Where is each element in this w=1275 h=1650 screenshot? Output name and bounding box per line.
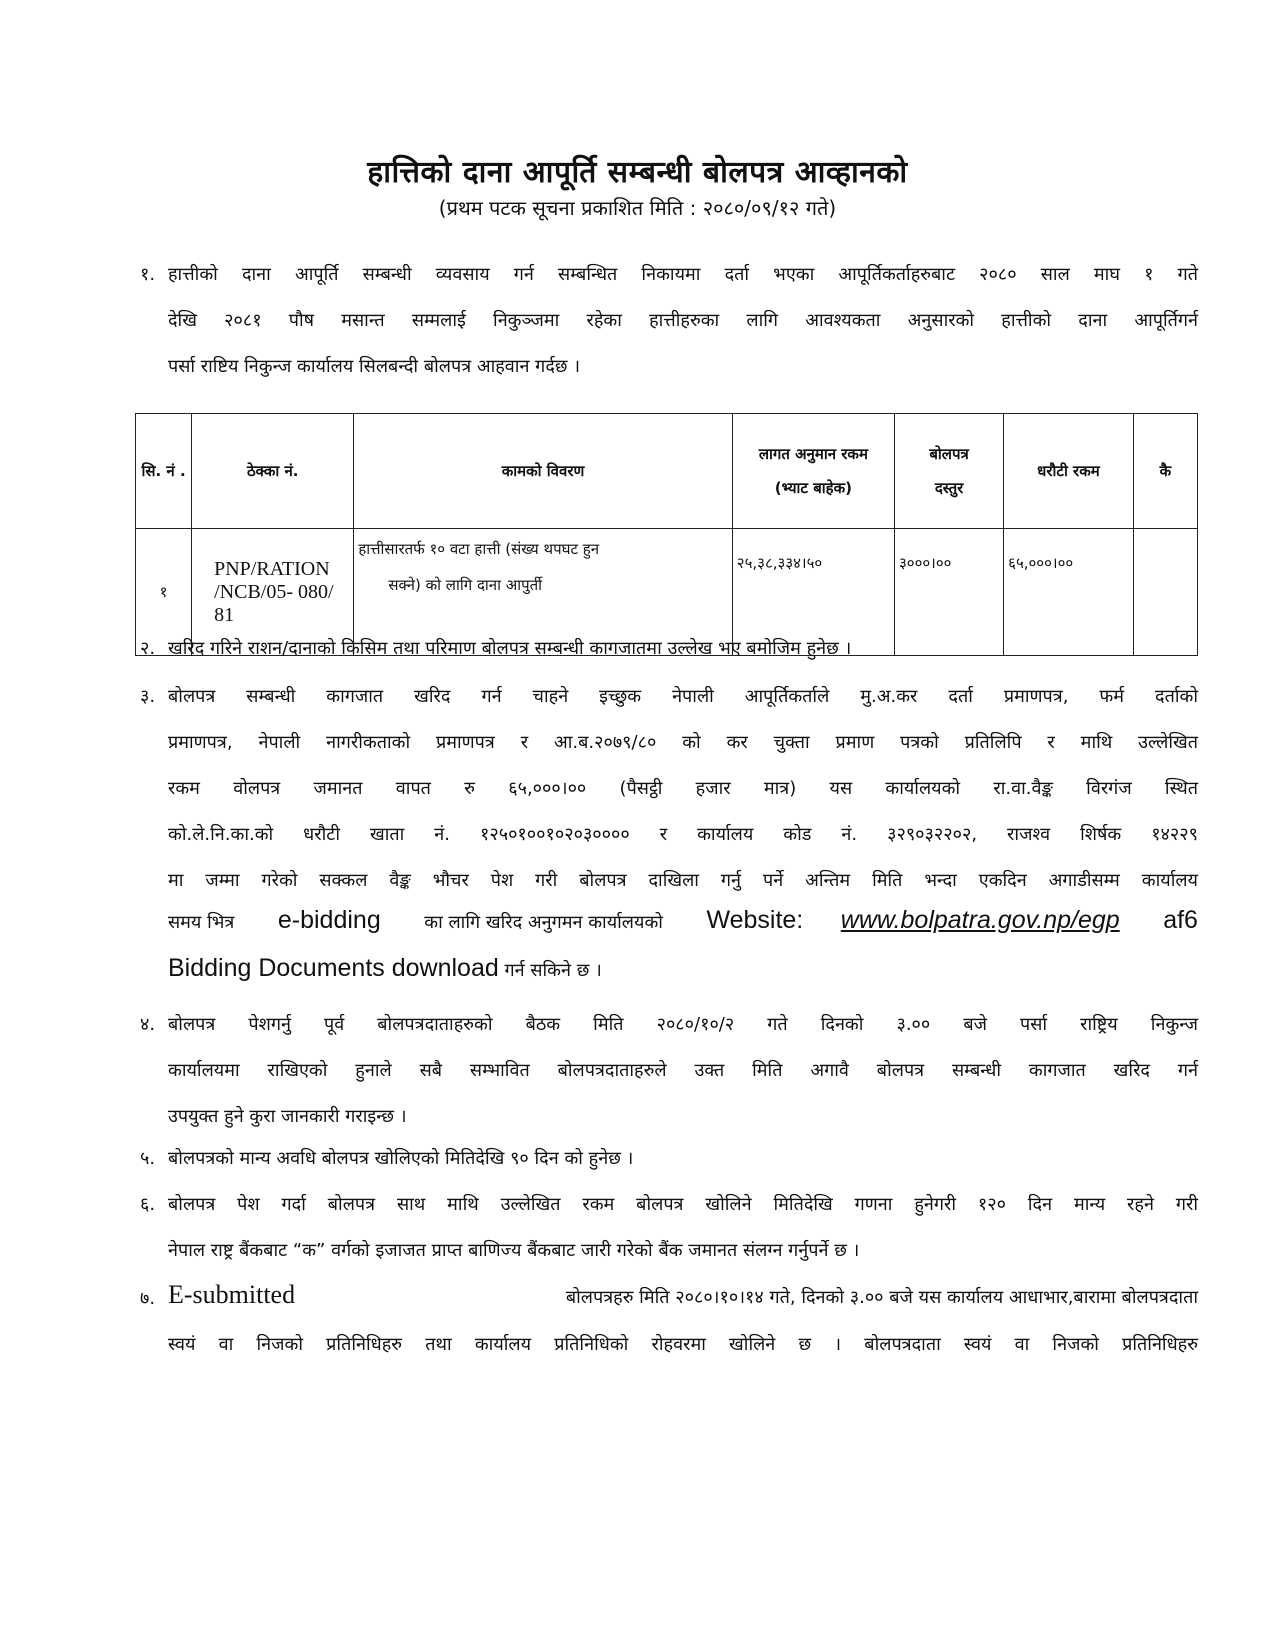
paragraph-line: बोलपत्रको मान्य अवधि बोलपत्र खोलिएको मितिदेखि ९० दिन को हुनेछ ।	[168, 1148, 634, 1169]
paragraph-line	[168, 1280, 1198, 1310]
header-description: कामको विवरण	[354, 414, 732, 529]
paragraph-6	[140, 1192, 1200, 1268]
header-cost-line2: (भ्याट बाहेक)	[774, 479, 853, 497]
paragraph-3	[140, 684, 1200, 994]
cell-cost: २५,३८,३३४।५०	[732, 529, 894, 656]
page-title: हात्तिको दाना आपूर्ति सम्बन्धी बोलपत्र आव्हानको	[367, 155, 908, 190]
paragraph-number: ५.	[140, 1148, 156, 1169]
description-line1: हात्तीसारतर्फ १० वटा हात्ती (संख्य थपघट हुन	[358, 540, 600, 558]
ebidding-label: e-bidding	[277, 906, 381, 934]
header-fee-line1: बोलपत्र	[929, 445, 969, 463]
paragraph-line-website	[168, 906, 1198, 935]
paragraph-line: पर्सा राष्टिय निकुन्ज कार्यालय सिलबन्दी बोलपत्र आहवान गर्दछ ।	[168, 356, 581, 377]
text-segment: af6	[1163, 906, 1198, 934]
egp-website-link[interactable]: www.bolpatra.gov.np/egp	[840, 906, 1120, 934]
contract-number: PNP/RATION /NCB/05- 080/ 81	[214, 557, 334, 626]
header-bid-fee	[894, 414, 1003, 529]
paragraph-line: प्रमाणपत्र, नेपाली नागरीकताको प्रमाणपत्र र आ.ब.२०७९/८० को कर चुक्ता प्रमाण पत्रको प्रतिलिपि र माथि उल्लेखित	[168, 732, 1198, 753]
header-remarks: कै	[1133, 414, 1197, 529]
paragraph-number: २.	[140, 638, 156, 659]
header-fee-line2: दस्तुर	[934, 479, 964, 497]
header-deposit: धरौटी रकम	[1004, 414, 1134, 529]
header-cost-estimate	[732, 414, 894, 529]
paragraph-line: स्वयं वा निजको प्रतिनिधिहरु तथा कार्यालय प्रतिनिधिको रोहवरमा खोलिने छ । बोलपत्रदाता स्वयं वा निजको प्रतिनिधिहरु	[168, 1334, 1198, 1355]
paragraph-line	[168, 954, 602, 983]
paragraph-4	[140, 1012, 1200, 1132]
paragraph-line: उपयुक्त हुने कुरा जानकारी गराइन्छ ।	[168, 1106, 407, 1127]
tender-table	[135, 413, 1198, 656]
paragraph-number: १.	[140, 264, 156, 285]
publication-date-subtitle: (प्रथम पटक सूचना प्रकाशित मिति : २०८०/०९/१२ गते)	[438, 196, 837, 220]
paragraph-2	[140, 636, 1200, 666]
header-contract-no: ठेक्का नं.	[192, 414, 354, 529]
cell-fee: ३०००।००	[894, 529, 1003, 656]
text-segment: गर्न सकिने छ ।	[504, 960, 602, 981]
paragraph-line: को.ले.नि.का.को धरौटी खाता नं. १२५०१००१०२०३०००० र कार्यालय कोड नं. ३२९०३२२०२, राजश्व शिर्षक १४२२९	[168, 824, 1198, 845]
website-label: Website:	[706, 906, 804, 934]
text-segment: का लागि खरिद अनुगमन कार्यालयको	[424, 912, 663, 933]
cell-sn: १	[136, 529, 192, 656]
bidding-documents-label: Bidding Documents download	[168, 954, 499, 982]
table-header-row	[136, 414, 1198, 529]
paragraph-line: रकम वोलपत्र जमानत वापत रु ६५,०००।०० (पैसट्ठी हजार मात्र) यस कार्यालयको रा.वा.वैङ्क विरगंज स्थित	[168, 778, 1198, 799]
paragraph-number: ७.	[140, 1288, 156, 1309]
paragraph-line: खरिद गरिने राशन/दानाको किसिम तथा परिमाण बोलपत्र सम्बन्धी कागजातमा उल्लेख भए बमोजिम हुनेछ ।	[168, 638, 852, 659]
paragraph-line: बोलपत्र सम्बन्धी कागजात खरिद गर्न चाहने इच्छुक नेपाली आपूर्तिकर्ताले मु.अ.कर दर्ता प्रमाणपत्र, फर्म दर्ताको	[168, 686, 1198, 707]
paragraph-5	[140, 1146, 1200, 1176]
paragraph-1	[140, 262, 1200, 382]
paragraph-line: हात्तीको दाना आपूर्ति सम्बन्धी व्यवसाय गर्न सम्बन्धित निकायमा दर्ता भएका आपूर्तिकर्ताहरुबाट २०८० साल माघ १ गते	[168, 264, 1198, 285]
paragraph-line: बोलपत्र पेश गर्दा बोलपत्र साथ माथि उल्लेखित रकम बोलपत्र खोलिने मितिदेखि गणना हुनेगरी १२० दिन मान्य रहने गरी	[168, 1194, 1198, 1215]
header-sn: सि. नं .	[136, 414, 192, 529]
cell-deposit: ६५,०००।००	[1004, 529, 1134, 656]
paragraph-line: नेपाल राष्ट्र बैंकबाट “क” वर्गको इजाजत प्राप्त बाणिज्य बैंकबाट जारी गरेको बैंक जमानत संलग्न गर्नुपर्ने छ ।	[168, 1240, 860, 1261]
paragraph-line: कार्यालयमा राखिएको हुनाले सबै सम्भावित बोलपत्रदाताहरुले उक्त मिति अगावै बोलपत्र सम्बन्धी कागजात खरिद गर्न	[168, 1060, 1198, 1081]
paragraph-line: बोलपत्र पेशगर्नु पूर्व बोलपत्रदाताहरुको बैठक मिति २०८०/१०/२ गते दिनको ३.०० बजे पर्सा राष्ट्रिय निकुन्ज	[168, 1014, 1198, 1035]
paragraph-number: ६.	[140, 1194, 156, 1215]
paragraph-number: ४.	[140, 1014, 156, 1035]
paragraph-7	[140, 1280, 1200, 1366]
esubmitted-label: E-submitted	[168, 1280, 296, 1309]
header-cost-line1: लागत अनुमान रकम	[758, 445, 868, 463]
paragraph-line: देखि २०८१ पौष मसान्त सम्मलाई निकुञ्जमा रहेका हात्तीहरुका लागि आवश्यकता अनुसारको हात्तीको दाना आपूर्तिगर्न	[168, 310, 1198, 331]
text-segment: बोलपत्रहरु मिति २०८०।१०।१४ गते, दिनको ३.०० बजे यस कार्यालय आधाभार,बारामा बोलपत्रदाता	[565, 1287, 1198, 1308]
paragraph-line: मा जम्मा गरेको सक्कल वैङ्क भौचर पेश गरी बोलपत्र दाखिला गर्नु पर्ने अन्तिम मिति भन्दा एकदिन अगाडीसम्म कार्यालय	[168, 870, 1198, 891]
text-segment: समय भित्र	[168, 912, 235, 933]
description-line2: सक्ने) को लागि दाना आपुर्ती	[388, 576, 543, 594]
paragraph-number: ३.	[140, 686, 156, 707]
